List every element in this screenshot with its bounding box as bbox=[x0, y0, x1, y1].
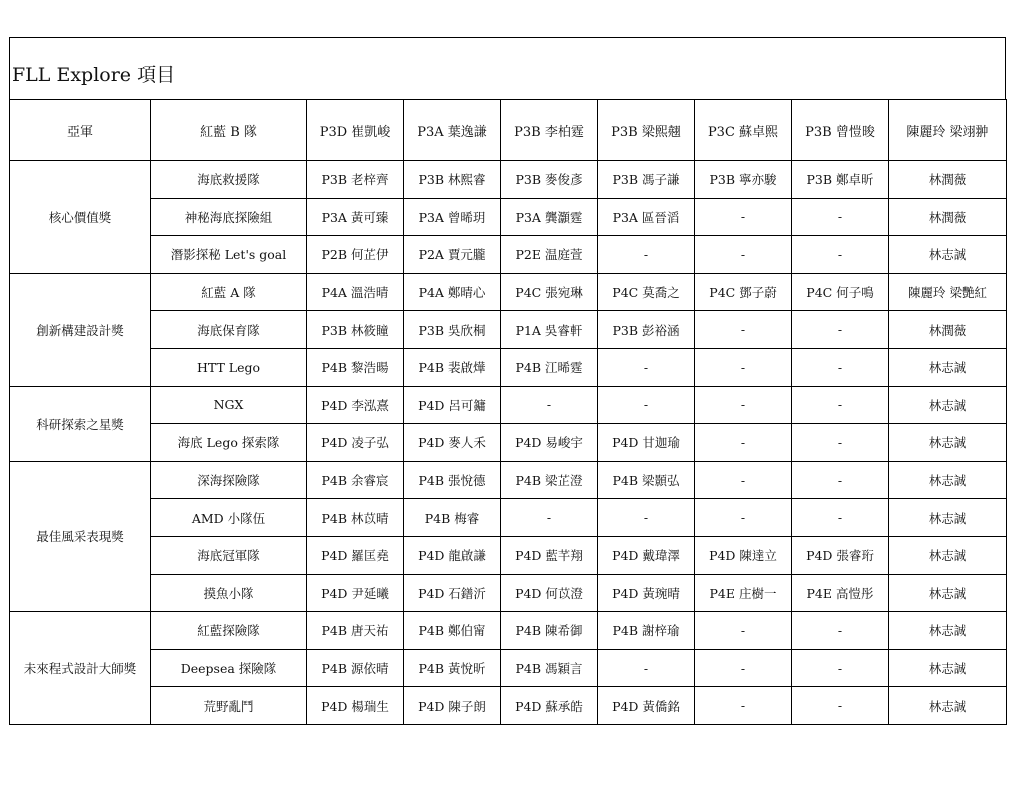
table-row bbox=[10, 612, 1007, 650]
member-cell: - bbox=[695, 348, 792, 386]
member-cell: P4B 林苡晴 bbox=[307, 499, 404, 537]
teacher-cell: 林志誠 bbox=[889, 424, 1007, 462]
member-cell: P3B 彭裕涵 bbox=[598, 311, 695, 349]
member-cell: P3A 龔灝霆 bbox=[501, 198, 598, 236]
teacher-cell: 林潤薇 bbox=[889, 161, 1007, 199]
member-cell: - bbox=[792, 198, 889, 236]
member-cell: P3B 吳欣桐 bbox=[404, 311, 501, 349]
member-cell: P3D 崔凱峻 bbox=[307, 100, 404, 161]
member-cell: P4D 藍芊翔 bbox=[501, 536, 598, 574]
member-cell: P4B 梅睿 bbox=[404, 499, 501, 537]
teacher-cell: 林志誠 bbox=[889, 574, 1007, 612]
document-title: FLL Explore 項目 bbox=[9, 37, 1006, 99]
member-cell: P4D 甘迦瑜 bbox=[598, 424, 695, 462]
member-cell: P3B 麥俊彥 bbox=[501, 161, 598, 199]
teacher-cell: 林志誠 bbox=[889, 649, 1007, 687]
member-cell: P4B 梁芷澄 bbox=[501, 461, 598, 499]
member-cell: P4D 尹延曦 bbox=[307, 574, 404, 612]
member-cell: - bbox=[792, 612, 889, 650]
member-cell: - bbox=[501, 499, 598, 537]
member-cell: P3B 馮子謙 bbox=[598, 161, 695, 199]
teacher-cell: 林志誠 bbox=[889, 612, 1007, 650]
award-table bbox=[9, 99, 1007, 725]
team-cell: HTT Lego bbox=[151, 348, 307, 386]
member-cell: - bbox=[792, 424, 889, 462]
member-cell: P3B 寧亦駿 bbox=[695, 161, 792, 199]
member-cell: P4B 梁顥弘 bbox=[598, 461, 695, 499]
member-cell: - bbox=[792, 348, 889, 386]
member-cell: P3B 林筱瞳 bbox=[307, 311, 404, 349]
header-row bbox=[10, 100, 1007, 161]
member-cell: - bbox=[792, 236, 889, 274]
table-row bbox=[10, 649, 1007, 687]
member-cell: P4B 唐天祐 bbox=[307, 612, 404, 650]
award-cell: 最佳風采表現獎 bbox=[10, 461, 151, 611]
member-cell: - bbox=[598, 499, 695, 537]
table-row bbox=[10, 461, 1007, 499]
member-cell: P4D 李泓熹 bbox=[307, 386, 404, 424]
member-cell: - bbox=[695, 461, 792, 499]
member-cell: P3A 區晉滔 bbox=[598, 198, 695, 236]
team-cell: 海底保育隊 bbox=[151, 311, 307, 349]
table-row bbox=[10, 386, 1007, 424]
member-cell: P3C 蘇卓熙 bbox=[695, 100, 792, 161]
member-cell: P4D 黃僑銘 bbox=[598, 687, 695, 725]
teacher-cell: 林志誠 bbox=[889, 236, 1007, 274]
member-cell: P4D 何苡澄 bbox=[501, 574, 598, 612]
member-cell: P3B 李柏霆 bbox=[501, 100, 598, 161]
teacher-cell: 林潤薇 bbox=[889, 198, 1007, 236]
member-cell: P4D 呂可鏞 bbox=[404, 386, 501, 424]
teacher-cell: 陳麗玲 梁翊翀 bbox=[889, 100, 1007, 161]
member-cell: - bbox=[598, 236, 695, 274]
table-row bbox=[10, 198, 1007, 236]
teacher-cell: 陳麗玲 梁艷紅 bbox=[889, 273, 1007, 311]
member-cell: - bbox=[792, 649, 889, 687]
member-cell: P1A 吳睿軒 bbox=[501, 311, 598, 349]
member-cell: P3A 曾晞玥 bbox=[404, 198, 501, 236]
member-cell: P4D 易峻宇 bbox=[501, 424, 598, 462]
member-cell: - bbox=[695, 499, 792, 537]
member-cell: P4C 莫喬之 bbox=[598, 273, 695, 311]
member-cell: P4B 馮穎言 bbox=[501, 649, 598, 687]
member-cell: P4D 陳子朗 bbox=[404, 687, 501, 725]
member-cell: P4D 張睿珩 bbox=[792, 536, 889, 574]
member-cell: P4C 張宛琳 bbox=[501, 273, 598, 311]
table-row bbox=[10, 311, 1007, 349]
member-cell: P2E 温庭萱 bbox=[501, 236, 598, 274]
teacher-cell: 林志誠 bbox=[889, 461, 1007, 499]
team-cell: 深海探險隊 bbox=[151, 461, 307, 499]
award-cell: 未來程式設計大師獎 bbox=[10, 612, 151, 725]
member-cell: P4D 龍啟謙 bbox=[404, 536, 501, 574]
member-cell: - bbox=[695, 311, 792, 349]
teacher-cell: 林志誠 bbox=[889, 499, 1007, 537]
table-row bbox=[10, 536, 1007, 574]
team-cell: NGX bbox=[151, 386, 307, 424]
member-cell: - bbox=[792, 311, 889, 349]
member-cell: - bbox=[792, 499, 889, 537]
member-cell: P4C 何子鳴 bbox=[792, 273, 889, 311]
table-row bbox=[10, 161, 1007, 199]
award-cell: 科研探索之星獎 bbox=[10, 386, 151, 461]
table-row bbox=[10, 499, 1007, 537]
member-cell: P4B 陳希御 bbox=[501, 612, 598, 650]
award-cell: 創新構建設計獎 bbox=[10, 273, 151, 386]
award-table-body bbox=[10, 100, 1007, 725]
member-cell: P4D 戴瑋澤 bbox=[598, 536, 695, 574]
member-cell: P4D 黃琬晴 bbox=[598, 574, 695, 612]
award-cell: 亞軍 bbox=[10, 100, 151, 161]
award-sheet bbox=[9, 37, 1006, 725]
member-cell: P4B 鄭伯甯 bbox=[404, 612, 501, 650]
table-row bbox=[10, 348, 1007, 386]
member-cell: P2A 賈元朧 bbox=[404, 236, 501, 274]
member-cell: P4B 黃悅昕 bbox=[404, 649, 501, 687]
table-row bbox=[10, 424, 1007, 462]
member-cell: P4E 高愷彤 bbox=[792, 574, 889, 612]
member-cell: P4B 江晞霆 bbox=[501, 348, 598, 386]
member-cell: P4B 黎浩暘 bbox=[307, 348, 404, 386]
member-cell: - bbox=[695, 198, 792, 236]
member-cell: - bbox=[598, 386, 695, 424]
team-cell: 荒野亂鬥 bbox=[151, 687, 307, 725]
teacher-cell: 林志誠 bbox=[889, 386, 1007, 424]
member-cell: P3B 梁熙翹 bbox=[598, 100, 695, 161]
member-cell: P4B 謝梓瑜 bbox=[598, 612, 695, 650]
member-cell: P4A 鄭晴心 bbox=[404, 273, 501, 311]
team-cell: 紅藍探險隊 bbox=[151, 612, 307, 650]
member-cell: - bbox=[598, 348, 695, 386]
member-cell: P3B 曾愷晙 bbox=[792, 100, 889, 161]
table-row bbox=[10, 236, 1007, 274]
teacher-cell: 林志誠 bbox=[889, 348, 1007, 386]
member-cell: - bbox=[792, 386, 889, 424]
team-cell: 海底 Lego 探索隊 bbox=[151, 424, 307, 462]
teacher-cell: 林志誠 bbox=[889, 687, 1007, 725]
member-cell: P3B 鄭卓昕 bbox=[792, 161, 889, 199]
member-cell: P4B 源依晴 bbox=[307, 649, 404, 687]
member-cell: P4A 溫浩晴 bbox=[307, 273, 404, 311]
team-cell: Deepsea 探險隊 bbox=[151, 649, 307, 687]
teacher-cell: 林潤薇 bbox=[889, 311, 1007, 349]
member-cell: - bbox=[695, 649, 792, 687]
team-cell: 摸魚小隊 bbox=[151, 574, 307, 612]
member-cell: P4D 楊瑞生 bbox=[307, 687, 404, 725]
member-cell: - bbox=[501, 386, 598, 424]
team-cell: 海底冠軍隊 bbox=[151, 536, 307, 574]
member-cell: - bbox=[695, 386, 792, 424]
member-cell: - bbox=[792, 687, 889, 725]
member-cell: P3A 黃可臻 bbox=[307, 198, 404, 236]
member-cell: - bbox=[695, 687, 792, 725]
team-cell: 紅藍 A 隊 bbox=[151, 273, 307, 311]
member-cell: P3B 老梓齊 bbox=[307, 161, 404, 199]
team-cell: 潛影探秘 Let's goal bbox=[151, 236, 307, 274]
award-cell: 核心價值獎 bbox=[10, 161, 151, 274]
member-cell: - bbox=[695, 424, 792, 462]
table-row bbox=[10, 687, 1007, 725]
member-cell: P4B 張悅德 bbox=[404, 461, 501, 499]
member-cell: P4D 凌子弘 bbox=[307, 424, 404, 462]
member-cell: P4B 余睿宸 bbox=[307, 461, 404, 499]
member-cell: - bbox=[695, 236, 792, 274]
member-cell: P4C 鄧子蔚 bbox=[695, 273, 792, 311]
table-row bbox=[10, 574, 1007, 612]
table-row bbox=[10, 273, 1007, 311]
team-cell: 紅藍 B 隊 bbox=[151, 100, 307, 161]
teacher-cell: 林志誠 bbox=[889, 536, 1007, 574]
member-cell: P4D 石鐠沂 bbox=[404, 574, 501, 612]
member-cell: P4D 麥人禾 bbox=[404, 424, 501, 462]
team-cell: 海底救援隊 bbox=[151, 161, 307, 199]
member-cell: - bbox=[695, 612, 792, 650]
member-cell: P4D 羅匡堯 bbox=[307, 536, 404, 574]
team-cell: AMD 小隊伍 bbox=[151, 499, 307, 537]
member-cell: - bbox=[598, 649, 695, 687]
member-cell: P4D 蘇承皓 bbox=[501, 687, 598, 725]
member-cell: P4D 陳達立 bbox=[695, 536, 792, 574]
member-cell: P2B 何芷伊 bbox=[307, 236, 404, 274]
member-cell: P3A 葉逸謙 bbox=[404, 100, 501, 161]
member-cell: - bbox=[792, 461, 889, 499]
member-cell: P4E 庄樹一 bbox=[695, 574, 792, 612]
member-cell: P3B 林熙睿 bbox=[404, 161, 501, 199]
member-cell: P4B 裴啟燁 bbox=[404, 348, 501, 386]
team-cell: 神秘海底探險組 bbox=[151, 198, 307, 236]
